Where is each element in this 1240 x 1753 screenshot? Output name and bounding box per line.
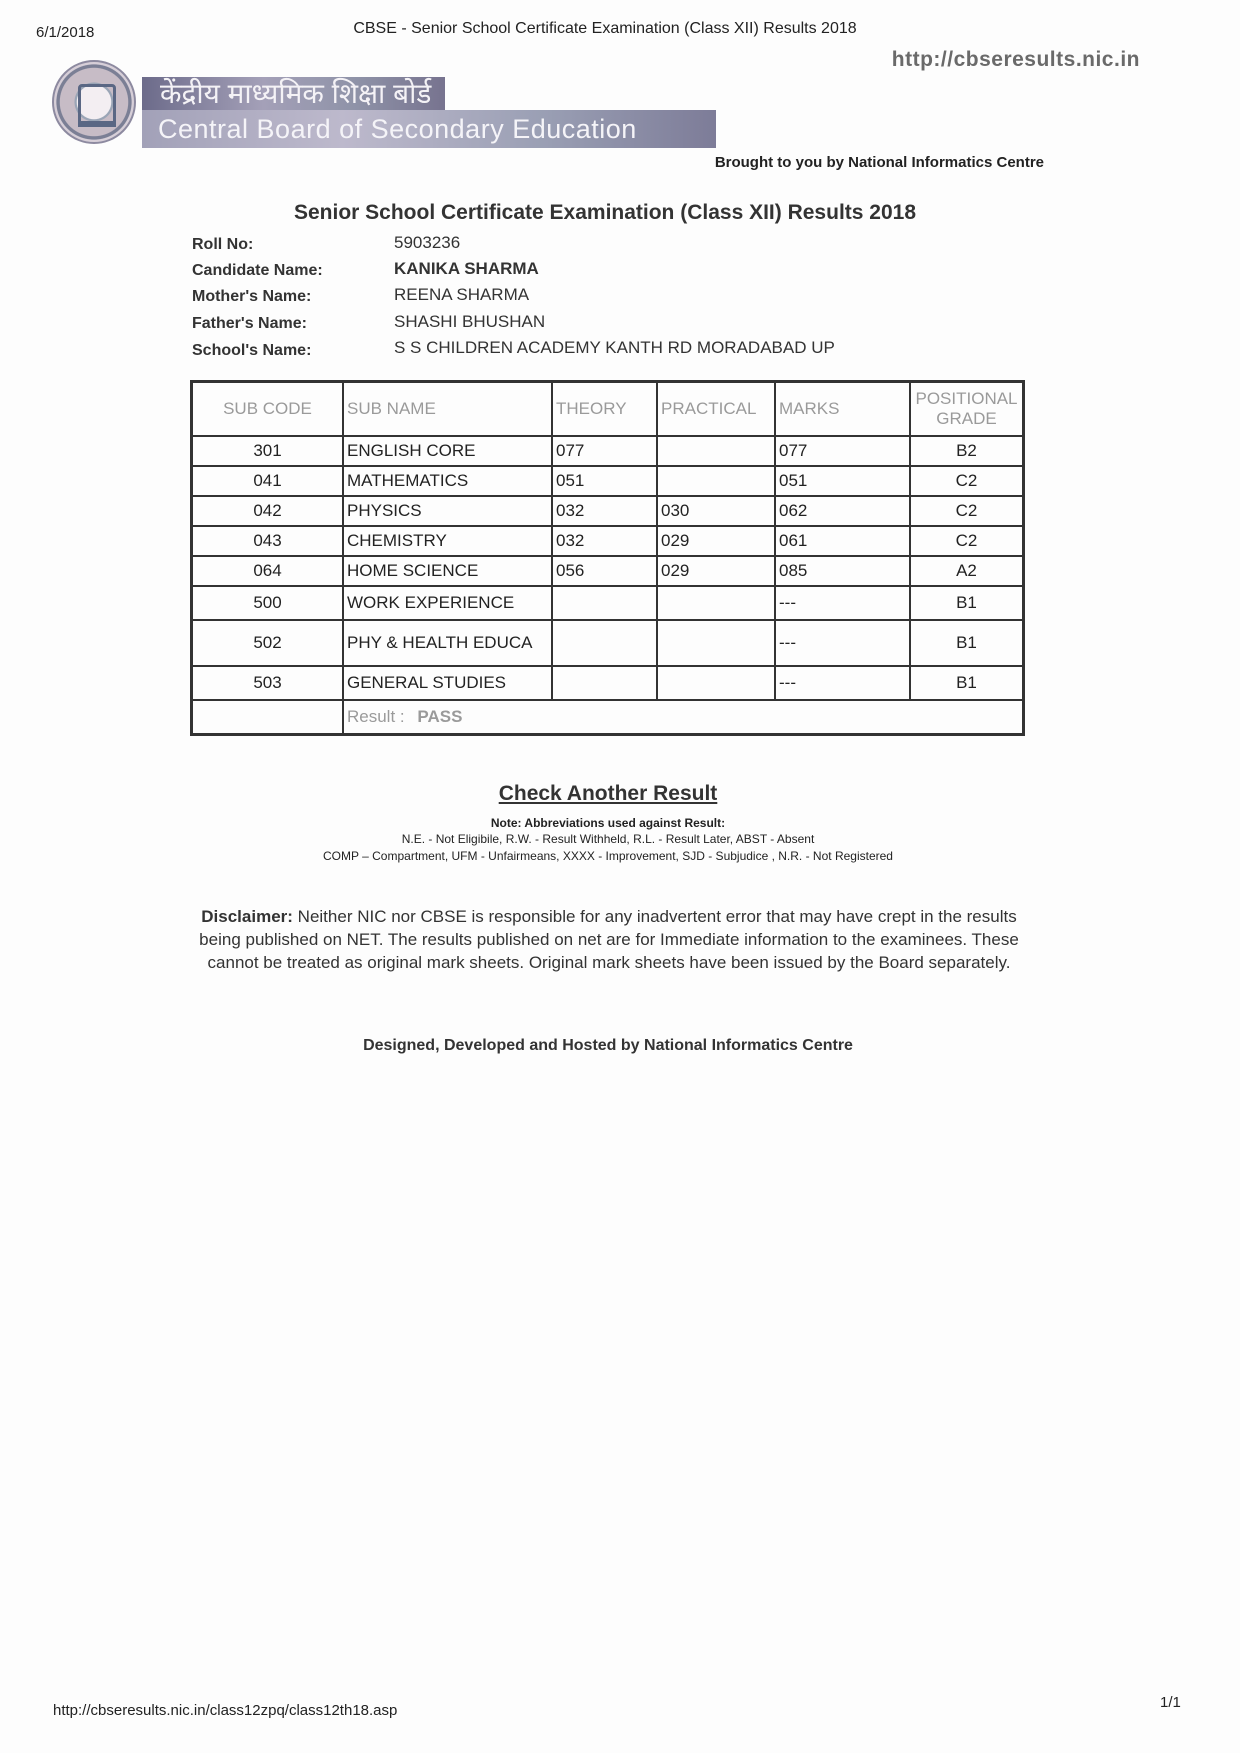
marks: --- <box>775 666 910 700</box>
disclaimer-text: Neither NIC nor CBSE is responsible for any inadvertent error that may have crept in the results being published on NET. The results published on net are for Immediate information to the examinees. These cannot be treated as original mark sheets. Original mark sheets have been issued by the Board separately. <box>199 907 1019 972</box>
practical: 029 <box>657 526 775 556</box>
candidate-name-value: KANIKA SHARMA <box>394 259 539 278</box>
school-name-value: S S CHILDREN ACADEMY KANTH RD MORADABAD UP <box>394 338 835 357</box>
sub-name: MATHEMATICS <box>343 466 552 496</box>
theory: 032 <box>552 496 657 526</box>
sub-name: ENGLISH CORE <box>343 436 552 466</box>
sub-code: 041 <box>192 466 344 496</box>
sub-name: CHEMISTRY <box>343 526 552 556</box>
result-row <box>192 700 1024 734</box>
col-practical: PRACTICAL <box>657 382 775 437</box>
banner-hindi: केंद्रीय माध्यमिक शिक्षा बोर्ड <box>142 77 445 110</box>
check-another-result-link[interactable]: Check Another Result <box>498 782 718 805</box>
cbse-logo <box>52 60 136 144</box>
table-row <box>192 496 1024 526</box>
table-row <box>192 556 1024 586</box>
marks-table <box>190 380 1025 736</box>
brought-by-text: Brought to you by National Informatics Centre <box>714 154 1044 171</box>
designed-by-text: Designed, Developed and Hosted by National Informatics Centre <box>363 1037 853 1054</box>
table-row <box>192 586 1024 620</box>
col-positional-grade: POSITIONAL GRADE <box>910 382 1024 437</box>
table-row <box>192 436 1024 466</box>
theory: 032 <box>552 526 657 556</box>
banner-english: Central Board of Secondary Education <box>142 110 716 148</box>
sub-code: 064 <box>192 556 344 586</box>
print-date: 6/1/2018 <box>36 24 95 41</box>
grade: B1 <box>910 666 1024 700</box>
grade: C2 <box>910 526 1024 556</box>
practical: 030 <box>657 496 775 526</box>
theory: 051 <box>552 466 657 496</box>
practical <box>657 620 775 666</box>
sub-code: 043 <box>192 526 344 556</box>
result-label: Result : <box>347 706 405 726</box>
footer-url: http://cbseresults.nic.in/class12zpq/class12th18.asp <box>53 1702 398 1719</box>
grade: B2 <box>910 436 1024 466</box>
father-name-label: Father's Name: <box>192 315 307 332</box>
note-heading: Note: Abbreviations used against Result: <box>490 816 726 830</box>
marks: 085 <box>775 556 910 586</box>
mother-name-label: Mother's Name: <box>192 288 312 305</box>
practical: 029 <box>657 556 775 586</box>
cbse-emblem-icon <box>78 84 116 127</box>
col-sub-name: SUB NAME <box>343 382 552 437</box>
grade: C2 <box>910 496 1024 526</box>
sub-name: PHYSICS <box>343 496 552 526</box>
disclaimer <box>196 905 1022 974</box>
theory <box>552 620 657 666</box>
practical <box>657 666 775 700</box>
theory: 056 <box>552 556 657 586</box>
disclaimer-label: Disclaimer: <box>201 907 293 926</box>
marks: 077 <box>775 436 910 466</box>
page-number: 1/1 <box>1160 1694 1181 1711</box>
result-value: PASS <box>417 706 463 726</box>
sub-code: 503 <box>192 666 344 700</box>
school-name-label: School's Name: <box>192 342 312 359</box>
sub-name: HOME SCIENCE <box>343 556 552 586</box>
col-marks: MARKS <box>775 382 910 437</box>
candidate-name-label: Candidate Name: <box>192 262 323 279</box>
result-cell <box>343 700 1024 734</box>
theory: 077 <box>552 436 657 466</box>
sub-name: GENERAL STUDIES <box>343 666 552 700</box>
practical <box>657 436 775 466</box>
father-name-value: SHASHI BHUSHAN <box>394 312 546 331</box>
sub-code: 502 <box>192 620 344 666</box>
mother-name-value: REENA SHARMA <box>394 285 530 304</box>
col-theory: THEORY <box>552 382 657 437</box>
result-empty-cell <box>192 700 344 734</box>
grade: B1 <box>910 586 1024 620</box>
table-header-row <box>192 382 1024 437</box>
note-line-2: COMP – Compartment, UFM - Unfairmeans, XXXX - Improvement, SJD - Subjudice , N.R. - Not Registered <box>323 849 893 863</box>
table-row <box>192 466 1024 496</box>
note-line-1: N.E. - Not Eligibile, R.W. - Result Withheld, R.L. - Result Later, ABST - Absent <box>401 832 815 846</box>
site-url-watermark: http://cbseresults.nic.in <box>891 48 1140 71</box>
marks: --- <box>775 620 910 666</box>
theory <box>552 666 657 700</box>
grade: C2 <box>910 466 1024 496</box>
sub-code: 500 <box>192 586 344 620</box>
marks: 062 <box>775 496 910 526</box>
grade: A2 <box>910 556 1024 586</box>
roll-value: 5903236 <box>394 233 461 252</box>
sub-name: PHY & HEALTH EDUCA <box>343 620 552 666</box>
print-page-title: CBSE - Senior School Certificate Examination (Class XII) Results 2018 <box>353 20 857 37</box>
marks: 061 <box>775 526 910 556</box>
sub-code: 042 <box>192 496 344 526</box>
sub-code: 301 <box>192 436 344 466</box>
theory <box>552 586 657 620</box>
table-row <box>192 620 1024 666</box>
col-sub-code: SUB CODE <box>192 382 344 437</box>
marks: 051 <box>775 466 910 496</box>
practical <box>657 466 775 496</box>
marks: --- <box>775 586 910 620</box>
table-row <box>192 666 1024 700</box>
grade: B1 <box>910 620 1024 666</box>
practical <box>657 586 775 620</box>
sub-name: WORK EXPERIENCE <box>343 586 552 620</box>
exam-title: Senior School Certificate Examination (Class XII) Results 2018 <box>293 201 917 224</box>
roll-label: Roll No: <box>192 236 254 253</box>
table-row <box>192 526 1024 556</box>
